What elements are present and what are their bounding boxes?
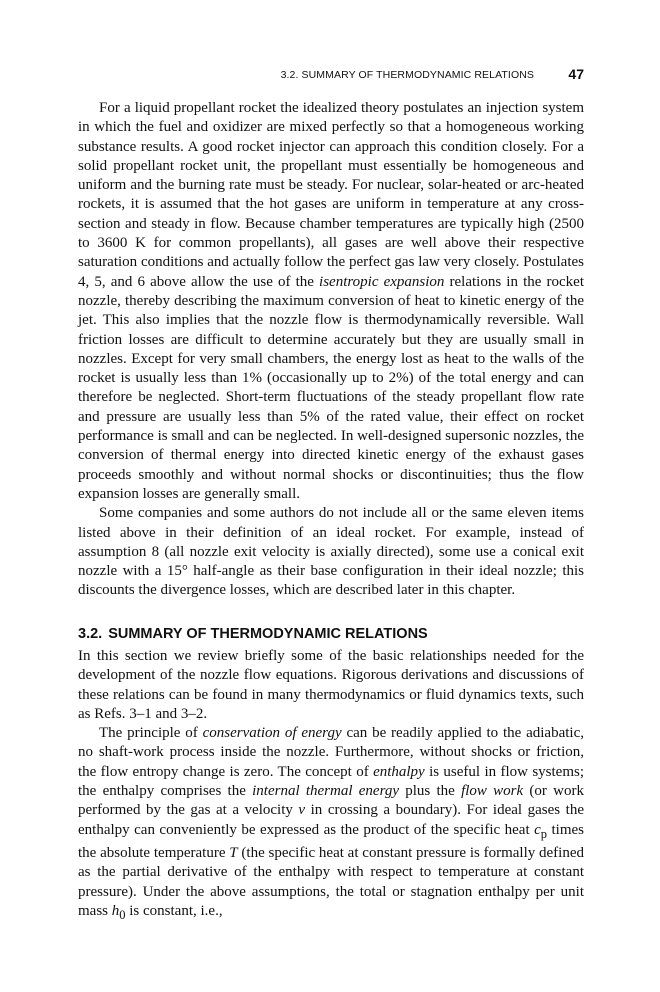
emphasis-isentropic-expansion: isentropic expansion [319,273,445,290]
symbol-enthalpy: h [111,902,120,919]
page-header [78,66,584,86]
symbol-specific-heat: c [534,821,541,838]
intro-text-block [78,99,584,601]
section-body [78,647,584,925]
paragraph-conservation-of-energy: The principle of conservation of energy can be readily applied to the adiabatic, no shaft-work process inside the nozzle. Furthermore, without shocks or friction, the flow entropy change is zero. The concept of enthalpy is useful in flow systems; the enthalpy comprises the internal thermal energy plus the flow work (or work performed by the gas at a velocity v in crossing a boundary). For ideal gases the enthalpy can conveniently be expressed as the product of the specific heat $c_p$ times the absolute temperature T (the specific heat at constant pressure is formally defined as the partial derivative of the enthalpy with respect to temperature at constant pressure). Under the above assumptions, the total or stagnation enthalpy per unit mass $h_0$ is constant, i.e., [78,725,585,922]
paragraph-ideal-theory: For a liquid propellant rocket the idealized theory postulates an injection system in which the fuel and oxidizer are mixed perfectly so that a homogeneous working substance results. A good rocket injector can approach this condition closely. For a solid propellant rocket unit, the propellant must essentially be homogeneous and uniform and the burning rate must be steady. For nuclear, solar-heated or arc-heated rockets, it is assumed that the hot gases are uniform in temperature at any cross-section and steady in flow. Because chamber temperatures are typically high (2500 to 3600 K for common propellants), all gases are well above their respective saturation conditions and actually follow the perfect gas law very closely. Postulates 4, 5, and 6 above allow the use of the isentropic expansion relations in the rocket nozzle, thereby describing the maximum conversion of heat to kinetic energy of the jet. This also implies that the nozzle flow is thermodynamically reversible. Wall friction losses are difficult to determine accurately but they are usually small in nozzles. Except for very small chambers, the energy lost as heat to the walls of the rocket is usually less than 1% (occasionally up to 2%) of the total energy and can therefore be neglected. Short-term fluctuations of the steady propellant flow rate and pressure are usually less than 5% of the rated value, their effect on rocket performance is small and can be neglected. In well-designed supersonic nozzles, the conversion of thermal energy into directed kinetic energy of the exhaust gases proceeds smoothly and without normal shocks or discontinuities; thus the flow expansion losses are generally small. [78,100,584,502]
running-head: 3.2. SUMMARY OF THERMODYNAMIC RELATIONS [280,69,534,81]
emphasis-conservation-of-energy: conservation of energy [202,725,342,742]
subscript-p: p [540,826,548,841]
page-number: 47 [568,66,584,82]
section-title: SUMMARY OF THERMODYNAMIC RELATIONS [108,626,428,642]
section-heading [78,626,434,642]
paragraph-ideal-rocket-definitions: Some companies and some authors do not include all or the same eleven items listed above in their definition of an ideal rocket. For example, instead of assumption 8 (all nozzle exit velocity is axially directed), some use a conical exit nozzle with a 15° half-angle as their base configuration in their ideal nozzle; this discounts the divergence losses, which are described later in this chapter. [78,505,584,599]
emphasis-flow-work: flow work [461,783,524,800]
symbol-temperature: T [229,844,238,861]
symbol-velocity: v [298,802,306,819]
subscript-zero: 0 [119,907,126,922]
emphasis-enthalpy: enthalpy [373,763,425,780]
paragraph-section-intro: In this section we review briefly some of the basic relationships needed for the development of the nozzle flow equations. Rigorous derivations and discussions of these relations can be found in many thermodynamics or fluid dynamics texts, such as Refs. 3–1 and 3–2. [78,648,584,722]
section-number: 3.2. [78,626,103,642]
emphasis-internal-thermal-energy: internal thermal energy [252,783,400,800]
